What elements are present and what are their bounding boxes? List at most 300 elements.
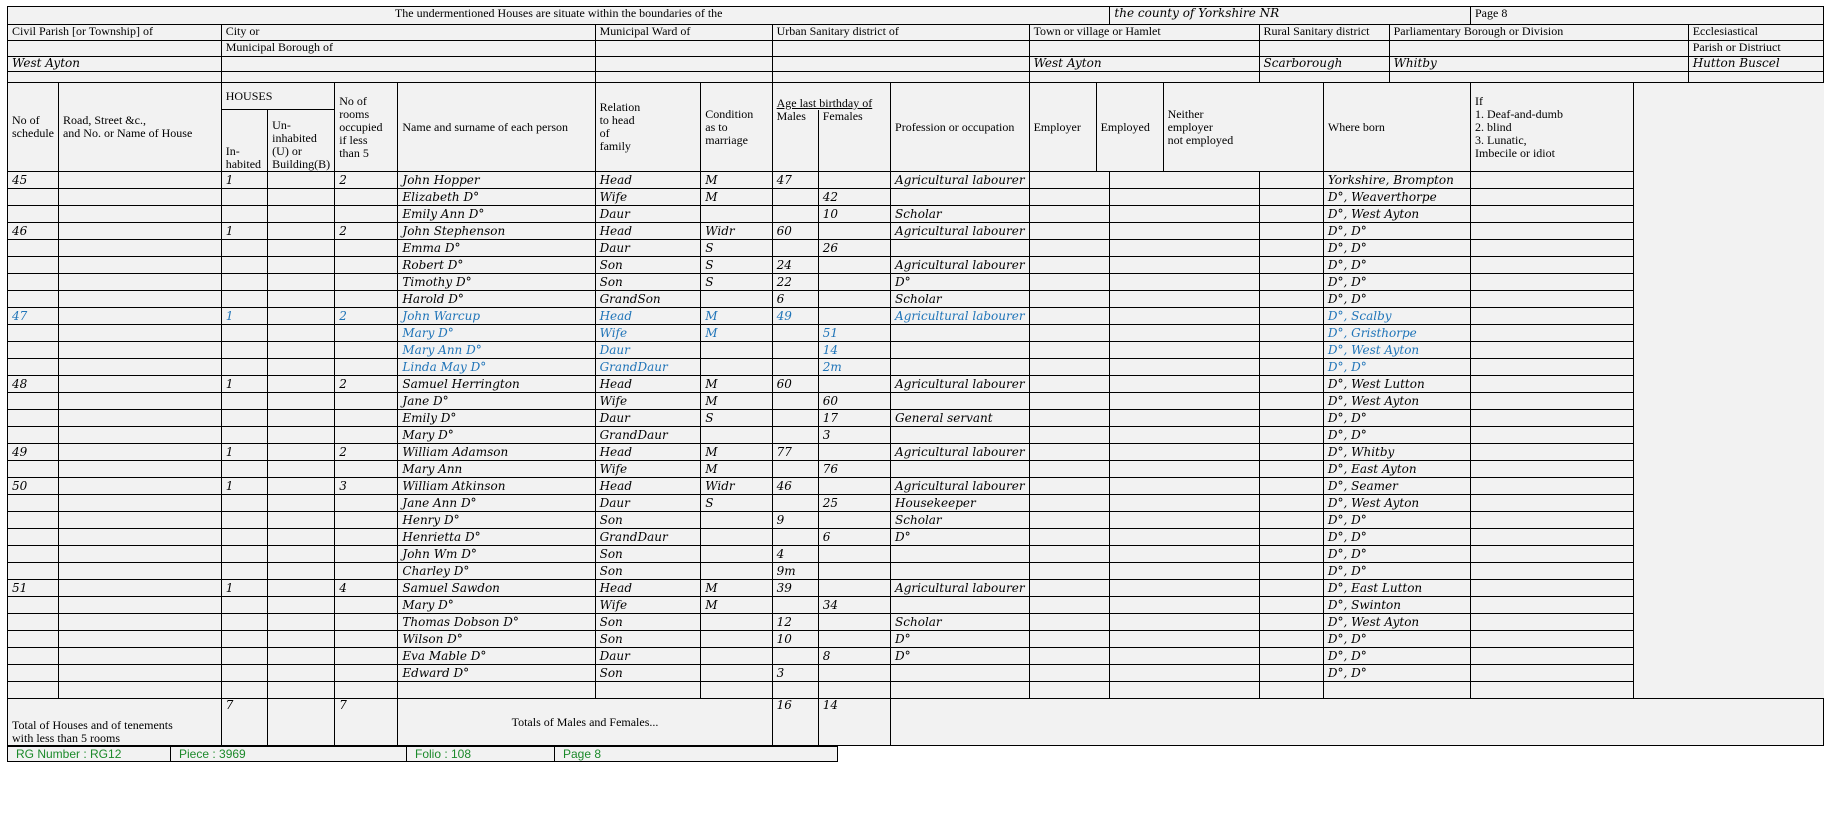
male-age: 46 xyxy=(772,478,818,495)
inhabited-cell: 1 xyxy=(221,223,267,240)
rooms-cell: 2 xyxy=(335,308,398,325)
inhabited-cell xyxy=(221,648,267,665)
totals-row xyxy=(8,699,1824,746)
civil-parish-value: West Ayton xyxy=(8,57,222,72)
employed-cell xyxy=(1110,444,1259,461)
disability-cell xyxy=(1471,274,1634,291)
employer-cell xyxy=(1029,359,1110,376)
schedule-cell xyxy=(8,563,59,580)
disability-cell xyxy=(1471,427,1634,444)
uninhabited-cell xyxy=(268,325,335,342)
male-age: 9 xyxy=(772,512,818,529)
female-age xyxy=(818,546,890,563)
rooms-cell xyxy=(335,410,398,427)
person-name: Emily D° xyxy=(398,410,595,427)
disability-cell xyxy=(1471,648,1634,665)
rooms-cell: 3 xyxy=(335,478,398,495)
disability-cell xyxy=(1471,597,1634,614)
disability-cell xyxy=(1471,512,1634,529)
occupation-cell xyxy=(891,563,1030,580)
birthplace-cell: D°, D° xyxy=(1323,648,1470,665)
birthplace-cell: D°, Gristhorpe xyxy=(1323,325,1470,342)
inhabited-cell xyxy=(221,631,267,648)
birthplace-cell: Yorkshire, Brompton xyxy=(1323,172,1470,189)
person-name: John Warcup xyxy=(398,308,595,325)
condition-cell xyxy=(701,614,772,631)
neither-cell xyxy=(1259,393,1323,410)
road-cell xyxy=(58,376,221,393)
female-age: 3 xyxy=(818,427,890,444)
female-age xyxy=(818,580,890,597)
employer-cell xyxy=(1029,580,1110,597)
employed-cell xyxy=(1110,563,1259,580)
road-cell xyxy=(58,495,221,512)
table-row xyxy=(8,376,1824,393)
male-age: 24 xyxy=(772,257,818,274)
piece-number: Piece : 3969 xyxy=(171,747,407,762)
disability-cell xyxy=(1471,631,1634,648)
condition-cell: S xyxy=(701,410,772,427)
county-name: the county of Yorkshire NR xyxy=(1110,7,1471,25)
uninhabited-cell xyxy=(268,529,335,546)
road-cell xyxy=(58,359,221,376)
condition-cell xyxy=(701,665,772,682)
employer-cell xyxy=(1029,325,1110,342)
rooms-cell xyxy=(335,291,398,308)
employed-cell xyxy=(1110,393,1259,410)
uninhabited-cell xyxy=(268,461,335,478)
male-age: 49 xyxy=(772,308,818,325)
uninhabited-cell xyxy=(268,614,335,631)
inhabited-cell xyxy=(221,410,267,427)
relation-cell: Daur xyxy=(595,206,701,223)
totals-males: 16 xyxy=(772,699,818,746)
condition-cell xyxy=(701,563,772,580)
birthplace-cell: D°, Scalby xyxy=(1323,308,1470,325)
table-row xyxy=(8,274,1824,291)
disability-cell xyxy=(1471,478,1634,495)
inhabited-cell xyxy=(221,393,267,410)
employer-cell xyxy=(1029,172,1110,189)
table-row xyxy=(8,172,1824,189)
table-row xyxy=(8,223,1824,240)
male-age: 4 xyxy=(772,546,818,563)
relation-cell xyxy=(595,682,701,699)
neither-cell xyxy=(1259,648,1323,665)
col-inhabited: In- habited xyxy=(221,110,267,172)
rooms-cell: 2 xyxy=(335,223,398,240)
neither-cell xyxy=(1259,189,1323,206)
disability-cell xyxy=(1471,257,1634,274)
occupation-cell: Scholar xyxy=(891,291,1030,308)
condition-cell: Widr xyxy=(701,478,772,495)
employed-cell xyxy=(1110,257,1259,274)
employer-cell xyxy=(1029,495,1110,512)
female-age xyxy=(818,223,890,240)
female-age: 10 xyxy=(818,206,890,223)
road-cell xyxy=(58,631,221,648)
condition-cell: S xyxy=(701,274,772,291)
table-row xyxy=(8,393,1824,410)
employed-cell xyxy=(1110,461,1259,478)
neither-cell xyxy=(1259,376,1323,393)
col-road: Road, Street &c., and No. or Name of House xyxy=(58,83,221,172)
employer-cell xyxy=(1029,546,1110,563)
relation-cell: Head xyxy=(595,444,701,461)
female-age: 17 xyxy=(818,410,890,427)
relation-cell: Son xyxy=(595,274,701,291)
birthplace-cell: D°, D° xyxy=(1323,665,1470,682)
female-age xyxy=(818,308,890,325)
uninhabited-cell xyxy=(268,546,335,563)
condition-cell: M xyxy=(701,393,772,410)
person-name: Mary D° xyxy=(398,325,595,342)
schedule-cell xyxy=(8,359,59,376)
person-name: Timothy D° xyxy=(398,274,595,291)
uninhabited-cell xyxy=(268,206,335,223)
uninhabited-cell xyxy=(268,478,335,495)
uninhabited-cell xyxy=(268,427,335,444)
neither-cell xyxy=(1259,563,1323,580)
occupation-cell xyxy=(891,325,1030,342)
inhabited-cell xyxy=(221,257,267,274)
relation-cell: Wife xyxy=(595,325,701,342)
inhabited-cell xyxy=(221,563,267,580)
employed-cell xyxy=(1110,495,1259,512)
relation-cell: Son xyxy=(595,512,701,529)
condition-cell: M xyxy=(701,597,772,614)
road-cell xyxy=(58,172,221,189)
rooms-cell: 2 xyxy=(335,172,398,189)
table-row xyxy=(8,461,1824,478)
employer-cell xyxy=(1029,529,1110,546)
female-age: 51 xyxy=(818,325,890,342)
folio-number: Folio : 108 xyxy=(407,747,555,762)
relation-cell: Daur xyxy=(595,240,701,257)
schedule-cell xyxy=(8,189,59,206)
birthplace-cell: D°, D° xyxy=(1323,512,1470,529)
disability-cell xyxy=(1471,614,1634,631)
female-age xyxy=(818,614,890,631)
road-cell xyxy=(58,325,221,342)
totals-rooms: 7 xyxy=(335,699,398,746)
female-age xyxy=(818,563,890,580)
employer-cell xyxy=(1029,461,1110,478)
person-name: Samuel Sawdon xyxy=(398,580,595,597)
male-age: 60 xyxy=(772,223,818,240)
employer-cell xyxy=(1029,512,1110,529)
condition-cell xyxy=(701,427,772,444)
male-age: 10 xyxy=(772,631,818,648)
neither-cell xyxy=(1259,325,1323,342)
rural-value: Scarborough xyxy=(1259,57,1389,72)
disability-cell xyxy=(1471,563,1634,580)
neither-cell xyxy=(1259,529,1323,546)
schedule-cell xyxy=(8,461,59,478)
disability-cell xyxy=(1471,495,1634,512)
employer-cell xyxy=(1029,665,1110,682)
birthplace-cell: D°, D° xyxy=(1323,359,1470,376)
person-name: Eva Mable D° xyxy=(398,648,595,665)
totals-houses-label: Total of Houses and of tenements with less than 5 rooms xyxy=(8,699,222,746)
female-age: 8 xyxy=(818,648,890,665)
uninhabited-cell xyxy=(268,189,335,206)
road-cell xyxy=(58,665,221,682)
eccl-value: Hutton Buscel xyxy=(1688,57,1823,72)
uninhabited-cell xyxy=(268,291,335,308)
road-cell xyxy=(58,444,221,461)
schedule-cell xyxy=(8,410,59,427)
occupation-cell: Scholar xyxy=(891,614,1030,631)
employer-cell xyxy=(1029,410,1110,427)
male-age xyxy=(772,529,818,546)
condition-cell: S xyxy=(701,240,772,257)
birthplace-cell: D°, D° xyxy=(1323,257,1470,274)
female-age: 26 xyxy=(818,240,890,257)
uninhabited-cell xyxy=(268,682,335,699)
occupation-cell xyxy=(891,682,1030,699)
occupation-cell: General servant xyxy=(891,410,1030,427)
person-name: William Adamson xyxy=(398,444,595,461)
employed-cell xyxy=(1110,512,1259,529)
person-name: Elizabeth D° xyxy=(398,189,595,206)
employed-cell xyxy=(1110,325,1259,342)
census-table xyxy=(7,6,1824,746)
rooms-cell xyxy=(335,206,398,223)
inhabited-cell xyxy=(221,342,267,359)
employed-cell xyxy=(1110,376,1259,393)
person-name: Linda May D° xyxy=(398,359,595,376)
road-cell xyxy=(58,291,221,308)
condition-cell xyxy=(701,682,772,699)
employer-cell xyxy=(1029,597,1110,614)
schedule-cell xyxy=(8,291,59,308)
schedule-cell xyxy=(8,614,59,631)
parl-value: Whitby xyxy=(1389,57,1688,72)
condition-cell: Widr xyxy=(701,223,772,240)
male-age: 60 xyxy=(772,376,818,393)
rooms-cell: 2 xyxy=(335,444,398,461)
female-age xyxy=(818,257,890,274)
person-name: William Atkinson xyxy=(398,478,595,495)
occupation-cell: Agricultural labourer xyxy=(891,376,1030,393)
disability-cell xyxy=(1471,665,1634,682)
rooms-cell xyxy=(335,614,398,631)
table-row xyxy=(8,206,1824,223)
table-row xyxy=(8,529,1824,546)
person-name: Jane Ann D° xyxy=(398,495,595,512)
neither-cell xyxy=(1259,206,1323,223)
relation-cell: Daur xyxy=(595,410,701,427)
birthplace-cell: D°, D° xyxy=(1323,240,1470,257)
occupation-cell: D° xyxy=(891,648,1030,665)
condition-cell xyxy=(701,631,772,648)
col-age: Age last birthday of xyxy=(772,83,890,110)
table-row xyxy=(8,614,1824,631)
person-name: Edward D° xyxy=(398,665,595,682)
employed-cell xyxy=(1110,223,1259,240)
road-cell xyxy=(58,342,221,359)
col-occupation: Profession or occupation xyxy=(891,83,1030,172)
person-name: Harold D° xyxy=(398,291,595,308)
uninhabited-cell xyxy=(268,393,335,410)
employed-cell xyxy=(1110,614,1259,631)
birthplace-cell: D°, Seamer xyxy=(1323,478,1470,495)
person-name xyxy=(398,682,595,699)
male-age xyxy=(772,461,818,478)
male-age xyxy=(772,189,818,206)
road-cell xyxy=(58,223,221,240)
birthplace-cell xyxy=(1323,682,1470,699)
rg-number: RG Number : RG12 xyxy=(8,747,171,762)
neither-cell xyxy=(1259,444,1323,461)
occupation-cell: Housekeeper xyxy=(891,495,1030,512)
person-name: Wilson D° xyxy=(398,631,595,648)
table-row xyxy=(8,495,1824,512)
occupation-cell xyxy=(891,189,1030,206)
inhabited-cell xyxy=(221,427,267,444)
relation-cell: Son xyxy=(595,563,701,580)
disability-cell xyxy=(1471,308,1634,325)
table-row xyxy=(8,546,1824,563)
col-relation: Relation to head of family xyxy=(595,83,701,172)
employer-cell xyxy=(1029,342,1110,359)
relation-cell: Head xyxy=(595,172,701,189)
occupation-cell: Agricultural labourer xyxy=(891,257,1030,274)
birthplace-cell: D°, West Ayton xyxy=(1323,342,1470,359)
schedule-cell xyxy=(8,631,59,648)
road-cell xyxy=(58,563,221,580)
page-number: Page 8 xyxy=(1471,7,1824,25)
condition-cell: S xyxy=(701,495,772,512)
disability-cell xyxy=(1471,529,1634,546)
uninhabited-cell xyxy=(268,648,335,665)
occupation-cell xyxy=(891,393,1030,410)
relation-cell: GrandSon xyxy=(595,291,701,308)
disability-cell xyxy=(1471,223,1634,240)
relation-cell: GrandDaur xyxy=(595,427,701,444)
eccl-label: Ecclesiastical xyxy=(1688,25,1823,41)
uninhabited-cell xyxy=(268,444,335,461)
schedule-cell: 46 xyxy=(8,223,59,240)
rooms-cell xyxy=(335,257,398,274)
relation-cell: Head xyxy=(595,478,701,495)
schedule-cell xyxy=(8,495,59,512)
person-name: Robert D° xyxy=(398,257,595,274)
schedule-cell xyxy=(8,342,59,359)
neither-cell xyxy=(1259,580,1323,597)
road-cell xyxy=(58,410,221,427)
table-row xyxy=(8,512,1824,529)
schedule-cell: 51 xyxy=(8,580,59,597)
uninhabited-cell xyxy=(268,240,335,257)
footer-page: Page 8 xyxy=(555,747,838,762)
person-rows xyxy=(8,172,1824,699)
employed-cell xyxy=(1110,648,1259,665)
neither-cell xyxy=(1259,546,1323,563)
relation-cell: Daur xyxy=(595,648,701,665)
condition-cell xyxy=(701,529,772,546)
condition-cell: M xyxy=(701,189,772,206)
uninhabited-cell xyxy=(268,172,335,189)
table-row xyxy=(8,563,1824,580)
schedule-cell: 45 xyxy=(8,172,59,189)
employed-cell xyxy=(1110,478,1259,495)
disability-cell xyxy=(1471,580,1634,597)
employed-cell xyxy=(1110,427,1259,444)
road-cell xyxy=(58,257,221,274)
rooms-cell xyxy=(335,631,398,648)
male-age: 3 xyxy=(772,665,818,682)
inhabited-cell: 1 xyxy=(221,376,267,393)
occupation-cell xyxy=(891,597,1030,614)
road-cell xyxy=(58,274,221,291)
ward-label: Municipal Ward of xyxy=(595,25,772,41)
totals-mf-label: Totals of Males and Females... xyxy=(398,699,772,746)
birthplace-cell: D°, Swinton xyxy=(1323,597,1470,614)
employer-cell xyxy=(1029,206,1110,223)
inhabited-cell: 1 xyxy=(221,580,267,597)
employer-cell xyxy=(1029,274,1110,291)
neither-cell xyxy=(1259,682,1323,699)
neither-cell xyxy=(1259,614,1323,631)
col-schedule: No of schedule xyxy=(8,83,59,172)
rooms-cell xyxy=(335,325,398,342)
inhabited-cell xyxy=(221,291,267,308)
relation-cell: Son xyxy=(595,546,701,563)
male-age: 77 xyxy=(772,444,818,461)
schedule-cell xyxy=(8,206,59,223)
neither-cell xyxy=(1259,342,1323,359)
female-age: 2m xyxy=(818,359,890,376)
male-age xyxy=(772,342,818,359)
schedule-cell: 47 xyxy=(8,308,59,325)
disability-cell xyxy=(1471,393,1634,410)
person-name: Emma D° xyxy=(398,240,595,257)
neither-cell xyxy=(1259,308,1323,325)
occupation-cell: Agricultural labourer xyxy=(891,172,1030,189)
birthplace-cell: D°, D° xyxy=(1323,410,1470,427)
condition-cell: M xyxy=(701,376,772,393)
female-age xyxy=(818,512,890,529)
town-value: West Ayton xyxy=(1029,57,1259,72)
road-cell xyxy=(58,393,221,410)
occupation-cell xyxy=(891,240,1030,257)
person-name: Jane D° xyxy=(398,393,595,410)
col-employed: Employed xyxy=(1096,83,1163,171)
neither-cell xyxy=(1259,665,1323,682)
road-cell xyxy=(58,512,221,529)
rooms-cell xyxy=(335,427,398,444)
rural-label: Rural Sanitary district xyxy=(1259,25,1389,41)
inhabited-cell xyxy=(221,546,267,563)
birthplace-cell: D°, West Ayton xyxy=(1323,495,1470,512)
inhabited-cell xyxy=(221,189,267,206)
rooms-cell xyxy=(335,682,398,699)
male-age xyxy=(772,393,818,410)
female-age xyxy=(818,444,890,461)
rooms-cell xyxy=(335,563,398,580)
uninhabited-cell xyxy=(268,512,335,529)
birthplace-cell: D°, D° xyxy=(1323,546,1470,563)
inhabited-cell: 1 xyxy=(221,308,267,325)
inhabited-cell xyxy=(221,461,267,478)
birthplace-cell: D°, D° xyxy=(1323,223,1470,240)
relation-cell: GrandDaur xyxy=(595,359,701,376)
person-name: Henrietta D° xyxy=(398,529,595,546)
male-age: 12 xyxy=(772,614,818,631)
rooms-cell xyxy=(335,597,398,614)
